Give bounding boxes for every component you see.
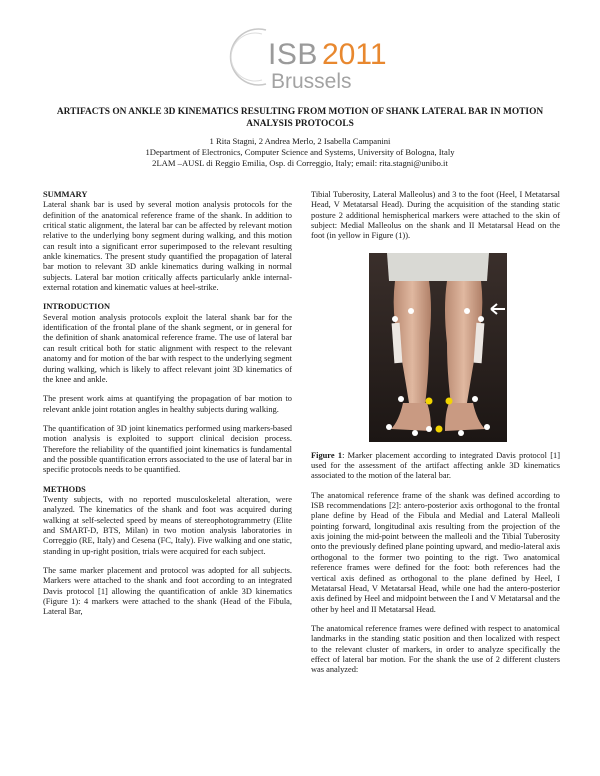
introduction-p1: Several motion analysis protocols exploit the lateral shank bar for the identification of the frontal plane of the shank segment, or in general for the definition of shank anatomical reference frame. The use of lateral bar can result critical both for static alignment with respect to the relevant anatomy and for motion of the bar with respect to the underlying segment during walking, which is likely to affect relevant joint 3D kinematics of the knee and ankle. [43, 312, 292, 384]
right-p1: Tibial Tuberosity, Lateral Malleolus) and 3 to the foot (Heel, I Metatarsal Head, V Metatarsal Head). During the acquisition of the standing static posture 2 additional hemispherical markers were attached to the skin of subject: Medial Malleolus on the shank and II Metatarsal Head on the foot (in yellow in Figure (1)). [311, 190, 560, 241]
figure-1-photo [369, 253, 507, 442]
left-column [43, 190, 292, 618]
summary-heading: SUMMARY [43, 190, 88, 199]
figure-1-caption [311, 451, 560, 482]
right-column [311, 190, 560, 676]
affiliation-2: 2LAM –AUSL di Reggio Emilia, Osp. di Correggio, Italy; email: rita.stagni@unibo.it [152, 158, 448, 168]
logo-isb: ISB [268, 38, 318, 71]
methods-heading: METHODS [43, 484, 86, 494]
logo-year: 2011 [322, 38, 387, 71]
conference-logo [222, 24, 392, 93]
caption-label: Figure 1 [311, 450, 343, 460]
introduction-p3: The quantification of 3D joint kinematics performed using markers-based motion analysis is exploited to support clinical decision process. Therefore the reliability of the quantified joint kinematics is fundamental and the possible quantification errors associated to the use of lateral bar in specific protocols needs to be quantified. [43, 423, 292, 475]
affiliation-1: 1Department of Electronics, Computer Science and Systems, University of Bologna, Italy [145, 147, 455, 157]
caption-text: : Marker placement according to integrated Davis protocol [1] used for the assessment of the artifact affecting ankle 3D kinematics associated to the motion of the lateral bar. [311, 450, 560, 481]
introduction-heading: INTRODUCTION [43, 302, 111, 312]
right-p2: The anatomical reference frame of the shank was defined according to ISB recommendations [2]: antero-posterior axis orthogonal to the frontal plane define by Head of the Fibula and Medial and Lateral Malleoli pointing forward, longitudinal axis resulting from the projection of the axis joining the mid-point between the malleoli and the Tibial Tuberosity onto the previously defined plane pointing upward, and medio-lateral axis orthogonal to the former two pointing to the rigt. Two anatomical reference frames were defined for the foot: both references had the vertical axis defined as orthogonal to the plane defined by Heel, I Metatarsal Head, V Metatarsal Head, while one had the antero-posterior axis defined by Heel and midpoint between the I and V Metatarsal and the other by heel and II Metatarsal Head. [311, 490, 560, 614]
summary-text: Lateral shank bar is used by several motion analysis protocols for the definition of the anatomical reference frame of the shank. In addition to critical static alignment, the lateral bar can be affected by relevant motion relative to the underlying bony segment during walking, and this motion can result into a significant error superimposed to the relevant resulting ankle kinematics. The present study quantified the propagation of lateral bar motion to relevant 3D ankle kinematics during walking in normal subjects. Lateral bar motion critically affects particularly ankle internal-external rotation and kinematic values at heel-strike. [43, 200, 292, 293]
logo-city: Brussels [271, 70, 352, 93]
right-p3: The anatomical reference frames were defined with respect to anatomical landmarks in the standing static position and then localized with respect to the relevant cluster of markers, in order to analyze specifically the effect of lateral bar motion. For the shank the use of 2 different clusters was analyzed: [311, 623, 560, 675]
author-names: 1 Rita Stagni, 2 Andrea Merlo, 2 Isabella Campanini [209, 136, 391, 146]
paper-title: ARTIFACTS ON ANKLE 3D KINEMATICS RESULTING FROM MOTION OF SHANK LATERAL BAR IN MOTION ANALYSIS PROTOCOLS [56, 107, 544, 129]
introduction-p2: The present work aims at quantifying the propagation of bar motion to relevant ankle joint rotation angles in healthy subjects during walking. [43, 394, 292, 414]
methods-p2: The same marker placement and protocol was adopted for all subjects. Markers were attached to the shank and foot according to an integrated Davis protocol [1] allowing the quantification of ankle 3D kinematics (Figure 1): 4 markers were attached to the shank (Head of the Fibula, Lateral Bar, [43, 566, 292, 617]
methods-p1: Twenty subjects, with no reported musculoskeletal alteration, were analyzed. The kinematics of the shank and foot was acquired during walking at self-selected speed by means of stereophotogrammetry (Elite and SMART-D, BTS, Milan) in two motion analysis laboratories in Correggio (RE, Italy) and Cesena (FC, Italy). Five walking and one static, standing in up-right position, trials were acquired for each subject. [43, 494, 292, 556]
authors-block [40, 136, 560, 169]
legs-marker-illustration [369, 253, 507, 442]
